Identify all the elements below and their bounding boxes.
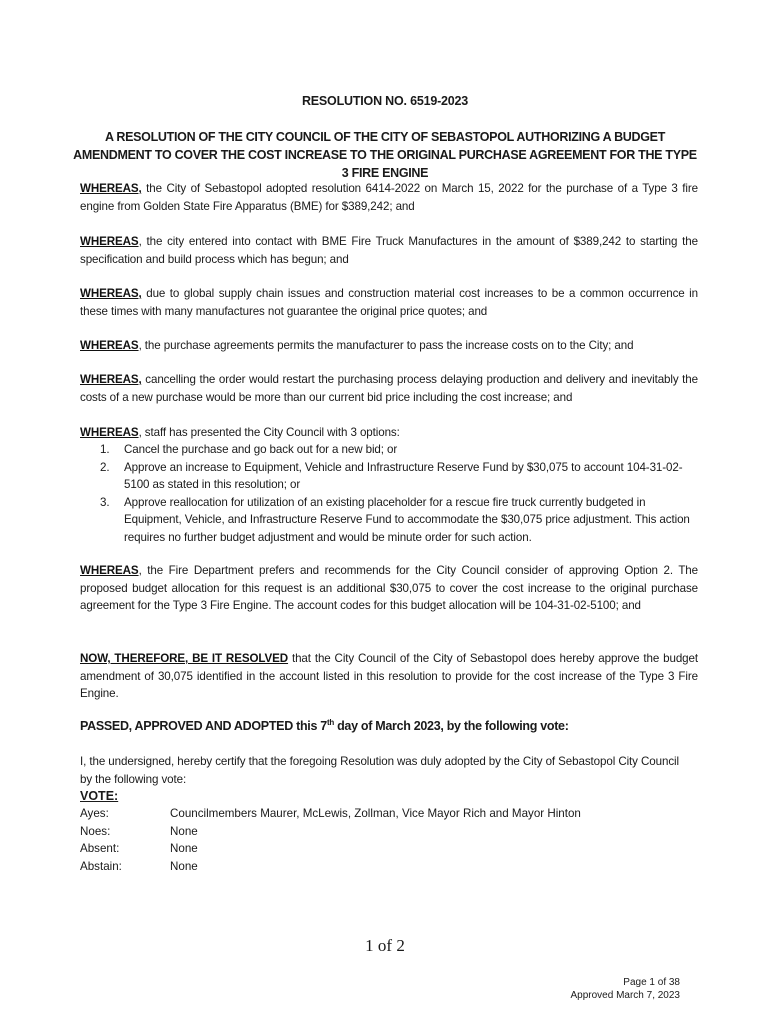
vote-row-value: None <box>170 859 198 873</box>
whereas-keyword: WHEREAS <box>80 564 139 577</box>
whereas-text: , the city entered into contact with BME Fire Truck Manufactures in the amount of $389,242 to starting the specification and build process which has begun; and <box>80 235 698 266</box>
page-footer <box>570 976 680 1002</box>
vote-row-noes <box>80 823 700 841</box>
option-text: Cancel the purchase and go back out for a new bid; or <box>124 443 398 456</box>
whereas-text: , the Fire Department prefers and recommends for the City Council consider of approving Option 2. The proposed budget allocation for this request is an additional $30,075 to cover the cost increase to the original purchase agreement for the Type 3 Fire Engine. The account codes for this budget allocation will be 104-31-02-5100; and <box>80 564 698 612</box>
whereas-keyword: WHEREAS <box>80 426 139 439</box>
whereas-keyword: WHEREAS, <box>80 373 142 386</box>
ordinal-suffix: th <box>326 718 334 727</box>
whereas-text: the City of Sebastopol adopted resolution 6414-2022 on March 15, 2022 for the purchase of a Type 3 fire engine from Golden State Fire Apparatus (BME) for $389,242; and <box>80 182 698 213</box>
vote-label: VOTE: <box>80 789 119 803</box>
whereas-keyword: WHEREAS <box>80 235 139 248</box>
page-number: 1 of 2 <box>365 936 405 955</box>
whereas-paragraph-2 <box>80 233 698 268</box>
vote-row-value: None <box>170 824 198 838</box>
whereas-paragraph-4 <box>80 337 698 355</box>
footer-approved-date: Approved March 7, 2023 <box>570 990 680 1001</box>
whereas-paragraph-5 <box>80 371 698 406</box>
whereas-keyword: WHEREAS <box>80 339 139 352</box>
vote-row-value: None <box>170 842 198 855</box>
option-text: Approve an increase to Equipment, Vehicle and Infrastructure Reserve Fund by $30,075 to account 104-31-02-5100 as stated in this resolution; or <box>124 460 683 491</box>
option-item <box>100 459 698 494</box>
whereas-text: cancelling the order would restart the purchasing process delaying production and delivery and inevitably the costs of a new purchase would be more than our current bid price including the cost increase; and <box>80 373 698 404</box>
vote-row-ayes <box>80 805 700 823</box>
passed-statement: PASSED, APPROVED AND ADOPTED this 7th day of March 2023, by the following vote: <box>80 718 569 734</box>
footer-page-count: Page 1 of 38 <box>623 977 680 988</box>
whereas-keyword: WHEREAS, <box>80 287 142 300</box>
whereas-text: , staff has presented the City Council with 3 options: <box>138 426 400 439</box>
whereas-text: due to global supply chain issues and construction material cost increases to be a common occurrence in these times with many manufactures not guarantee the original price quotes; and <box>80 287 698 318</box>
whereas-text: , the purchase agreements permits the manufacturer to pass the increase costs on to the City; and <box>138 339 634 352</box>
certification-text: I, the undersigned, hereby certify that the foregoing Resolution was duly adopted by the City of Sebastopol City Council by the following vote: <box>80 755 679 786</box>
whereas-keyword: WHEREAS, <box>80 182 142 195</box>
option-item <box>100 494 698 547</box>
vote-row-label: Absent: <box>80 842 120 855</box>
whereas-paragraph-1 <box>80 180 698 215</box>
option-number: 1. <box>100 443 110 456</box>
vote-row-label: Noes: <box>80 824 111 838</box>
whereas-paragraph-6 <box>80 424 698 442</box>
vote-row-abstain <box>80 858 700 876</box>
whereas-paragraph-7 <box>80 562 698 615</box>
vote-row-label: Ayes: <box>80 807 109 820</box>
options-list <box>80 441 698 546</box>
option-text: Approve reallocation for utilization of an existing placeholder for a rescue fire truck currently budgeted in Equipment, Vehicle, and Infrastructure Reserve Fund to accommodate the $30,075 price adjustment. This action requires no further budget adjustment and would be minute order for such action. <box>124 495 690 544</box>
whereas-paragraph-3 <box>80 285 698 320</box>
vote-row-label: Abstain: <box>80 859 122 873</box>
option-number: 2. <box>100 460 110 474</box>
vote-row-value: Councilmembers Maurer, McLewis, Zollman, Vice Mayor Rich and Mayor Hinton <box>170 807 581 820</box>
vote-table <box>80 805 700 875</box>
resolved-keyword: NOW, THEREFORE, BE IT RESOLVED <box>80 652 289 665</box>
resolution-number: RESOLUTION NO. 6519-2023 <box>301 94 469 108</box>
vote-row-absent <box>80 840 700 858</box>
option-number: 3. <box>100 495 110 509</box>
resolution-heading: A RESOLUTION OF THE CITY COUNCIL OF THE CITY OF SEBASTOPOL AUTHORIZING A BUDGET AMENDMENT TO COVER THE COST INCREASE TO THE ORIGINAL PURCHASE AGREEMENT FOR THE TYPE 3 FIRE ENGINE <box>73 130 697 180</box>
resolved-paragraph <box>80 650 698 703</box>
option-item <box>100 441 698 459</box>
resolved-text: that the City Council of the City of Sebastopol does hereby approve the budget amendment of 30,075 identified in the account listed in this resolution to provide for the cost increase of the Type 3 Fire Engine. <box>80 652 698 700</box>
